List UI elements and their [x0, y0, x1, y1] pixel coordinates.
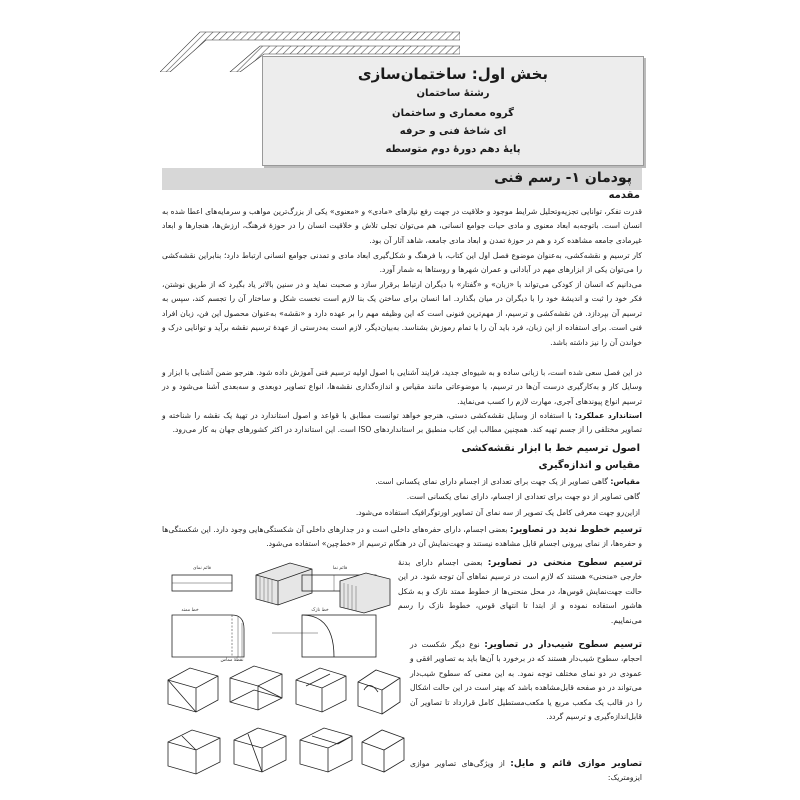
- header-line-3: ای شاخهٔ فنی و حرفه: [399, 126, 507, 137]
- fig-label-left-mid: خط ممتد: [181, 608, 199, 613]
- sloped-surfaces-paragraph: ترسیم سطوح شیب‌دار در تصاویر: نوع دیگر شکست در احجام، سطوح شیب‌دار هستند که در برخورد با آن‌ها باید به تصاویر افقی و عمودی در دو نمای مختلف توجه نمود. به این معنی که سطوح شیب‌دار می‌تواند در دو صفحه قابل‌مشاهده باشد که بهتر است در این حالت اشکال را در قالب یک مکعب مربع یا مکعب‌مستطیل کامل قرارداد تا تصاویر آن قابل‌اندازه‌گیری و ترسیم گردد.: [410, 640, 642, 722]
- sloped-surfaces-figure: [160, 660, 405, 790]
- fig-label-right-top: قائم نما: [332, 566, 348, 571]
- scale-line-3: ازاین‌رو جهت معرفی کامل یک تصویر از سه نمای آن تصاویر اورتوگرافیک استفاده می‌شود.: [355, 508, 640, 517]
- paragraph-1: قدرت تفکر، توانایی تجزیه‌وتحلیل شرایط موجود و خلاقیت در جهت رفع نیازهای «مادی» و «معنوی» یکی از بزرگ‌ترین مواهب و سرمایه‌های اعطا شده به انسان است. باتوجه‌به ابعاد معنوی و مادی حیات جوامع انسانی، هم می‌توان تجلی تلاش و خلاقیت انسان را در حوزهٔ فرهنگ، ارزش‌ها، هنجارها و ابعاد غیرمادی جامعه مشاهده کرد و هم در حوزهٔ تمدن و ابعاد مادی جامعه، شاهد آثار آن بود.: [162, 207, 642, 245]
- section-header-box: [262, 56, 644, 166]
- fig-label-right-mid: خط نازک: [311, 608, 329, 613]
- module-title: پودمان ۱- رسم فنی: [494, 170, 632, 186]
- curved-surfaces-paragraph: ترسیم سطوح منحنی در تصاویر: بعضی اجسام دارای بدنهٔ خارجی «منحنی» هستند که لازم است در ترسیم نماهای آن توجه شود. در این حالت جهت‌نمایش قوس‌ها، در محل منحنی‌ها از خطوط ممتد نازک و به شکل هاشور استفاده نموده و از ابتدا تا انتهای قوس، خطوط نازک را رسم می‌نماییم.: [398, 558, 643, 625]
- paragraph-3: می‌دانیم که انسان از کودکی می‌تواند با «زبان» و «گفتار» با دیگران ارتباط برقرار سازد و صحبت نماید و در سنین بالاتر یاد بگیرد که از طریق نوشتن، فکر خود را ثبت و اندیشهٔ خود را با دیگران در میان بگذارد. اما انسان برای ساختن یک بنا لازم است نخست شکل و ساختار آن را تجسم کند، سپس به ترسیم آن بپردازد. فن نقشه‌کشی و ترسیم، از مهم‌ترین فنونی است که این وظیفه مهم را بر عهده دارد و «نقشه» به‌عنوان محصول این فن، زبان افراد فنی است. برای استفاده از این زبان، فرد باید آن را با تمام رموزش بشناسد. به‌بیان‌دیگر، لازم است به‌درستی از عهدهٔ ترسیم نقشه برآید و توانایی درک و خواندن آن را نیز داشته باشد.: [162, 280, 642, 347]
- fig-label-left-top: قائم نمای: [193, 566, 211, 571]
- curved-surfaces-figure: [160, 553, 392, 663]
- scale-line-1: مقیاس: گاهی تصاویر از یک جهت برای تعدادی از اجسام دارای نمای یکسانی است.: [375, 477, 640, 486]
- header-line-1: رشتهٔ ساختمان: [416, 88, 490, 99]
- heading-scale: مقیاس و اندازه‌گیری: [538, 460, 640, 471]
- hidden-lines-paragraph: ترسیم خطوط ندید در تصاویر: بعضی اجسام، دارای حفره‌های داخلی است و در جدارهای داخلی آن شکستگی‌هایی وجود دارد. این شکستگی‌ها و حفره‌ها، از نمای بیرونی اجسام قابل مشاهده نیستند و جهت‌نمایش آن در هنگام ترسیم از «خط‌چین» استفاده می‌شود.: [162, 525, 643, 549]
- section-title: بخش اول: ساختمان‌سازی: [357, 65, 549, 83]
- performance-standard: [162, 409, 642, 438]
- intro-heading: مقدمه: [608, 190, 640, 201]
- heading-drawing-principles: اصول ترسیم خط با ابزار نقشه‌کشی: [461, 443, 640, 454]
- paragraph-4: در این فصل سعی شده است، با زبانی ساده و به شیوه‌ای جدید، فرایند آشنایی با اصول اولیه ترسیم فنی آموزش داده شود. هنرجو ضمن آشنایی با ابزار و وسایل کار و به‌کارگیری درست آن‌ها در ترسیم، با موضوعاتی مانند مقیاس و اندازه‌گذاری نقشه‌ها، انواع تصاویر دوبعدی و سه‌بعدی آشنا می‌شود و در ترسیم انواع پیوندهای آجری، مهارت لازم را کسب می‌نماید.: [162, 368, 642, 406]
- parallel-projection-paragraph: تصاویر موازی قائم و مایل: از ویژگی‌های تصاویر موازی ایزومتریک:: [410, 759, 642, 783]
- header-line-4: پایهٔ دهم دورهٔ دوم متوسطه: [385, 144, 521, 155]
- standard-label: استاندارد عملکرد:: [574, 411, 642, 420]
- paragraph-2: کار ترسیم و نقشه‌کشی، به‌عنوان موضوع فصل اول این کتاب، با فرهنگ و شکل‌گیری ابعاد مادی و تمدنی جوامع انسانی ارتباط دارد؛ بنابراین نقشه‌کشی را می‌توان یکی از ابزارهای مهم در آبادانی و عمران شهرها و روستاها به شمار آورد.: [162, 251, 642, 275]
- fig-label-left-bottom: نقطهٔ مماس: [220, 658, 244, 663]
- standard-text: با استفاده از وسایل نقشه‌کشی دستی، هنرجو خواهد توانست مطابق با قواعد و اصول استاندارد در تهیهٔ یک نقشه را شناخته و تصاویر مختلفی را از جسم تهیه کند. همچنین مطالب این کتاب منطبق بر استانداردهای ISO است. این استاندارد در اکثر کشورهای جهان به کار می‌رود.: [162, 411, 642, 435]
- module-title-bar: [162, 168, 642, 190]
- header-line-2: گروه معماری و ساختمان: [392, 108, 514, 119]
- scale-line-2: گاهی تصاویر از دو جهت برای تعدادی از اجسام، دارای نمای یکسانی است.: [406, 492, 640, 501]
